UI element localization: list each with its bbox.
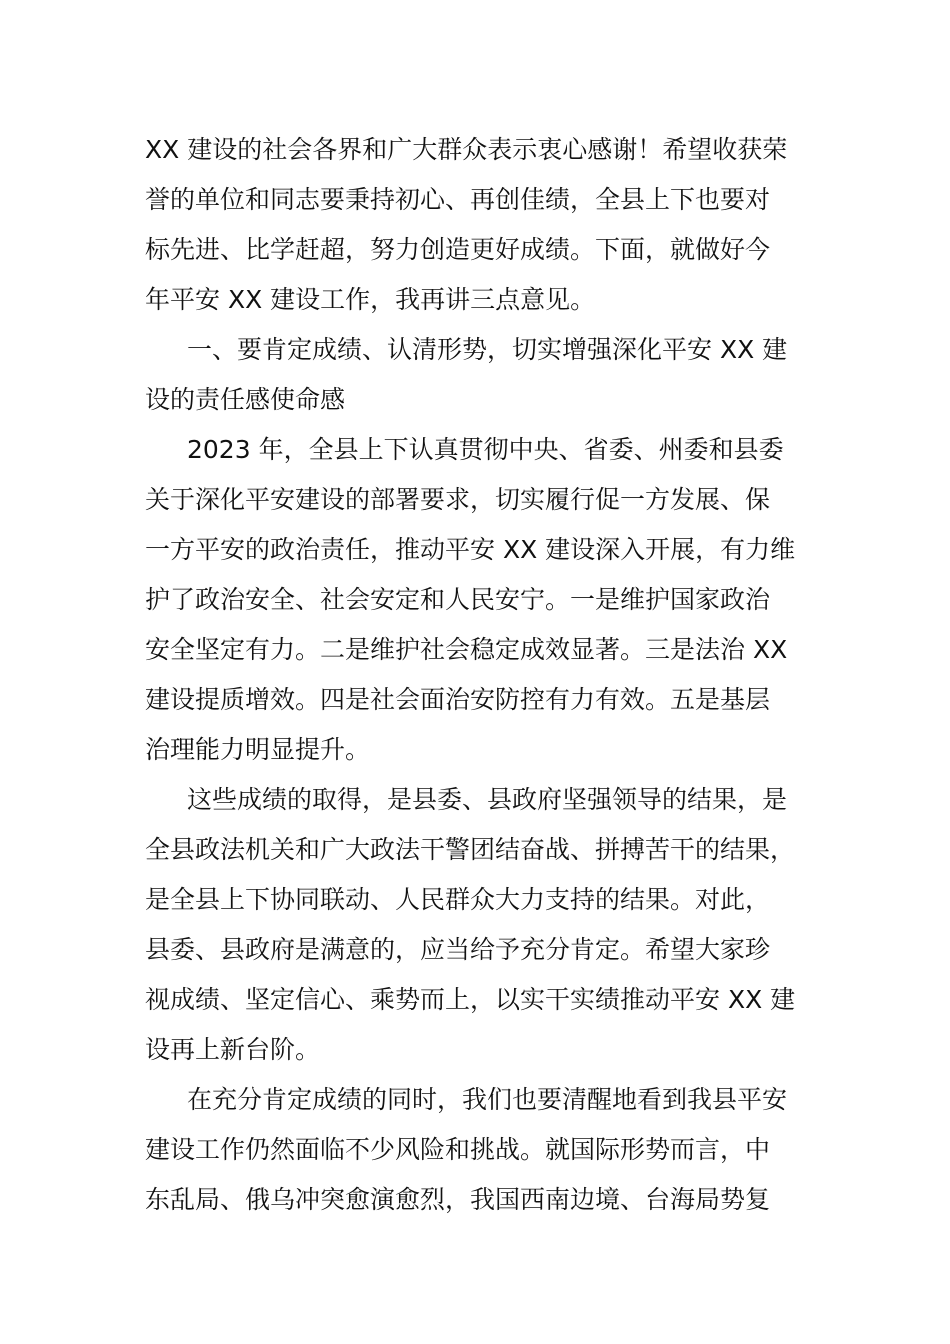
text-line: 关于深化平安建设的部署要求，切实履行促一方发展、保 [145,485,771,514]
text-line: 标先进、比学赶超，努力创造更好成绩。下面，就做好今 [145,235,771,264]
section-heading-line: 设的责任感使命感 [145,385,346,414]
text-line: XX 建设的社会各界和广大群众表示衷心感谢！希望收获荣 [145,135,788,164]
section-heading-line: 一、要肯定成绩、认清形势，切实增强深化平安 XX 建 [187,335,788,364]
text-line: 一方平安的政治责任，推动平安 XX 建设深入开展，有力维 [145,535,796,564]
text-line: 建设工作仍然面临不少风险和挑战。就国际形势而言，中 [145,1135,771,1164]
text-line: 在充分肯定成绩的同时，我们也要清醒地看到我县平安 [187,1085,788,1114]
text-line: 护了政治安全、社会安定和人民安宁。一是维护国家政治 [145,585,771,614]
text-line: 建设提质增效。四是社会面治安防控有力有效。五是基层 [145,685,771,714]
text-line: 这些成绩的取得，是县委、县政府坚强领导的结果，是 [187,785,788,814]
text-line: 设再上新台阶。 [145,1035,321,1064]
text-line: 全县政法机关和广大政法干警团结奋战、拼搏苦干的结果， [145,835,796,864]
text-line: 安全坚定有力。二是维护社会稳定成效显著。三是法治 XX [145,635,788,664]
text-line: 年平安 XX 建设工作，我再讲三点意见。 [145,285,596,314]
text-line: 东乱局、俄乌冲突愈演愈烈，我国西南边境、台海局势复 [145,1185,771,1214]
text-line: 是全县上下协同联动、人民群众大力支持的结果。对此， [145,885,771,914]
text-line: 治理能力明显提升。 [145,735,371,764]
text-line: 视成绩、坚定信心、乘势而上，以实干实绩推动平安 XX 建 [145,985,796,1014]
text-line: 2023 年，全县上下认真贯彻中央、省委、州委和县委 [187,435,784,464]
text-line: 县委、县政府是满意的，应当给予充分肯定。希望大家珍 [145,935,771,964]
text-line: 誉的单位和同志要秉持初心、再创佳绩，全县上下也要对 [145,185,771,214]
